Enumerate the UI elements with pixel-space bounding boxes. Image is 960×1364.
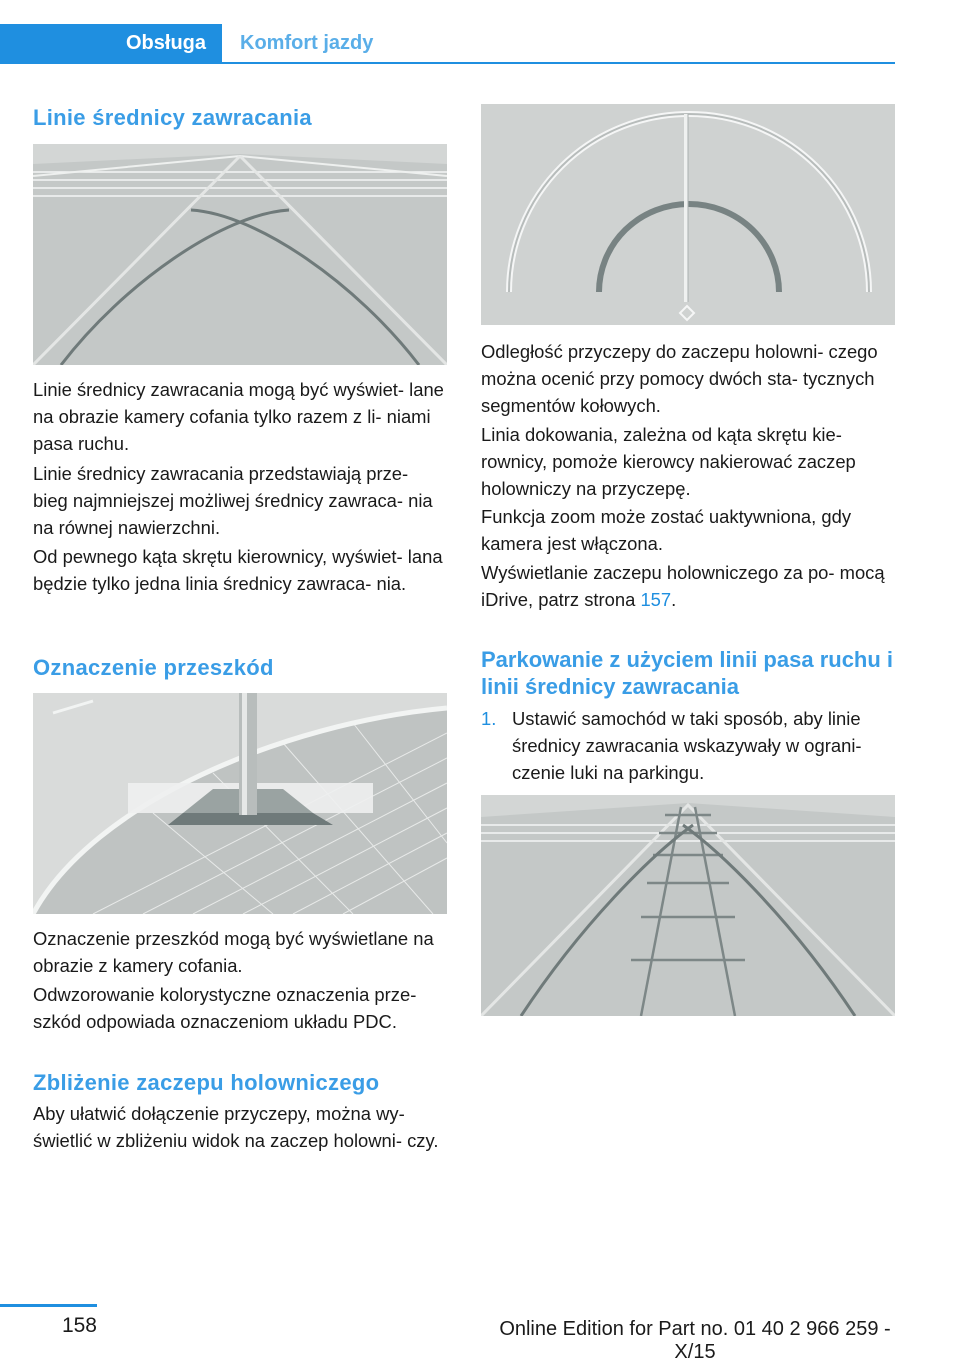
obstacle-marks-figure (33, 693, 447, 914)
paragraph: Oznaczenie przeszkód mogą być wyświetlane na obrazie z kamery cofania. (33, 928, 434, 976)
list-item-text: Ustawić samochód w taki sposób, aby linie średnicy zawracania wskazywały w ograni‐ czenie luki na parkingu. (512, 708, 862, 783)
parking-lines-figure (481, 795, 895, 1016)
tab-obsluga-label: Obsługa (125, 31, 206, 54)
page-link[interactable]: 157 (640, 589, 672, 610)
tab-obsluga[interactable] (0, 24, 222, 62)
heading-hitch-zoom: Zbliżenie zaczepu holowniczego (33, 1070, 380, 1095)
paragraph: Funkcja zoom może zostać uaktywniona, gdy kamera jest włączona. (481, 506, 852, 554)
paragraph: Od pewnego kąta skrętu kierownicy, wyświet‐ lana będzie tylko jedna linia średnicy zawraca‐ nia. (33, 546, 443, 594)
heading-parking-lines: Parkowanie z użyciem linii pasa ruchu i linii średnicy zawracania (481, 647, 894, 699)
paragraph: Linie średnicy zawracania przedstawiają prze‐ bieg najmniejszej możliwej średnicy zawraca‐ nia na równej nawierzchni. (33, 463, 433, 538)
page-header (0, 24, 895, 64)
footer-rule (0, 1304, 97, 1307)
paragraph: Odległość przyczepy do zaczepu holowni‐ czego można ocenić przy pomocy dwóch sta‐ tycznych segmentów kołowych. (481, 341, 878, 416)
hitch-view-figure (481, 104, 895, 325)
paragraph: Linie średnicy zawracania mogą być wyświet‐ lane na obrazie kamery cofania tylko razem z li‐ niami pasa ruchu. (33, 379, 444, 454)
paragraph: Odwzorowanie kolorystyczne oznaczenia prze‐ szkód odpowiada oznaczeniom układu PDC. (33, 984, 417, 1032)
tab-komfort-jazdy[interactable] (240, 24, 373, 62)
edition-note: Online Edition for Part no. 01 40 2 966 259 - X/15 (499, 1318, 891, 1363)
paragraph-text: Wyświetlanie zaczepu holowniczego za po‐ mocą iDrive, patrz strona (481, 562, 885, 610)
paragraph: Aby ułatwić dołączenie przyczepy, można wy‐ świetlić w zbliżeniu widok na zaczep holowni‐ czy. (33, 1103, 439, 1151)
list-number: 1. (481, 708, 497, 729)
tab-komfort-label: Komfort jazdy (240, 32, 374, 54)
paragraph: Linia dokowania, zależna od kąta skrętu kie‐ rownicy, pomoże kierowcy nakierować zaczep holowniczy na przyczepę. (481, 424, 856, 499)
turning-circle-figure (33, 144, 447, 365)
heading-turning-circle: Linie średnicy zawracania (33, 105, 312, 130)
heading-obstacle-marks: Oznaczenie przeszkód (33, 655, 274, 680)
paragraph (481, 559, 895, 613)
paragraph-end: . (671, 589, 677, 610)
page-number: 158 (61, 1314, 97, 1337)
